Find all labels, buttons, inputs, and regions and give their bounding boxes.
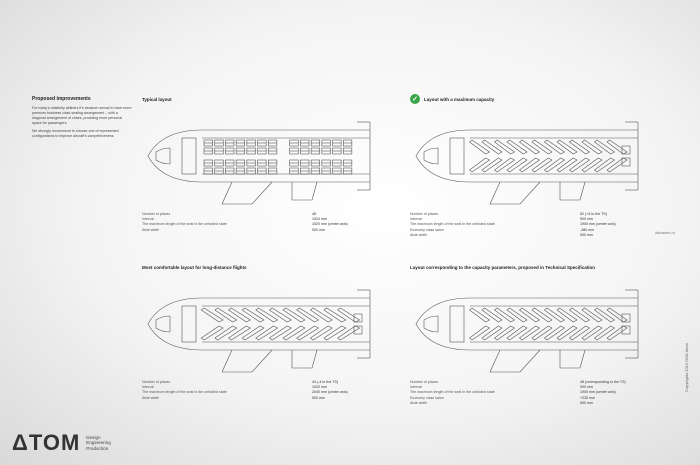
spec-row: Number of places 48 xyxy=(142,212,316,216)
spec-row: The maximum length of the seat in the unfolded state 1900 mm (center axis) xyxy=(410,222,616,227)
logo-tagline: Design Engineering Production xyxy=(86,434,111,451)
spec-list xyxy=(142,380,392,401)
spec-row: Interval 1020 mm xyxy=(142,385,327,390)
spec-row: Interval 1524 mm xyxy=(142,217,327,222)
spec-row: Aisle width 500 mm xyxy=(410,232,593,237)
plane-diagram xyxy=(410,276,640,376)
spec-row: The maximum length of the seat in the unfolded state 1520 mm (center axis) xyxy=(142,222,348,227)
section-title: Layout corresponding to the capacity parameters, proposed in Technical Specification xyxy=(410,264,595,270)
section-title: Typical layout xyxy=(142,96,172,102)
plane-diagram xyxy=(142,108,372,208)
intro-block xyxy=(32,96,132,143)
spec-row: The maximum length of the seat in the unfolded state 2040 mm (center axis) xyxy=(142,390,348,395)
spec-row: The maximum length of the seat in the unfolded state 1900 mm (center axis) xyxy=(410,390,616,395)
spec-row: Economy class salon +230 mm xyxy=(410,395,596,400)
spec-list xyxy=(410,212,660,238)
website-watermark: okbatom.ru xyxy=(655,230,676,235)
spec-row: Interval 900 mm xyxy=(410,385,593,390)
plane-diagram xyxy=(410,108,640,208)
copyright-text: Copyrights 2015 OKB Atom xyxy=(684,343,689,392)
spec-row: Aisle width 500 mm xyxy=(410,400,593,405)
intro-paragraph: For today's relatively airliners it's became normal to have more premium business class seating arrangement – with a diagonal arrangement of chairs, providing more personal space for passengers. xyxy=(32,106,132,125)
logo-word: ΔTOM xyxy=(12,430,81,455)
atom-logo xyxy=(12,430,111,456)
spec-list xyxy=(410,380,660,406)
spec-row: Aisle width 500 mm xyxy=(142,227,325,232)
section-max-capacity xyxy=(410,94,660,238)
spec-list xyxy=(142,212,392,233)
spec-row: Economy class salon -380 mm xyxy=(410,227,595,232)
checkmark-icon: ✓ xyxy=(410,94,420,104)
intro-paragraph: We strongly recommend to choose one of represented configurations to improve aircraft's competitiveness. xyxy=(32,129,119,139)
spec-row: Number of places 48 (corresponding to the TS) xyxy=(410,380,626,384)
spec-row: Interval 900 mm xyxy=(410,217,593,222)
section-ts-layout xyxy=(410,262,660,406)
section-title: Most comfortable layout for long-distance flights xyxy=(142,264,247,270)
intro-title: Proposed improvements xyxy=(32,96,91,102)
spec-row: Number of places 44 (-4 to the TS) xyxy=(142,380,339,384)
section-typical-layout xyxy=(142,94,392,233)
spec-row: Number of places 52 (+4 to the TS) xyxy=(410,212,608,216)
spec-row: Aisle width 500 mm xyxy=(142,395,325,400)
section-most-comfortable xyxy=(142,262,392,401)
section-title: ✓ Layout with a maximum capacity xyxy=(410,94,660,104)
plane-diagram xyxy=(142,276,372,376)
